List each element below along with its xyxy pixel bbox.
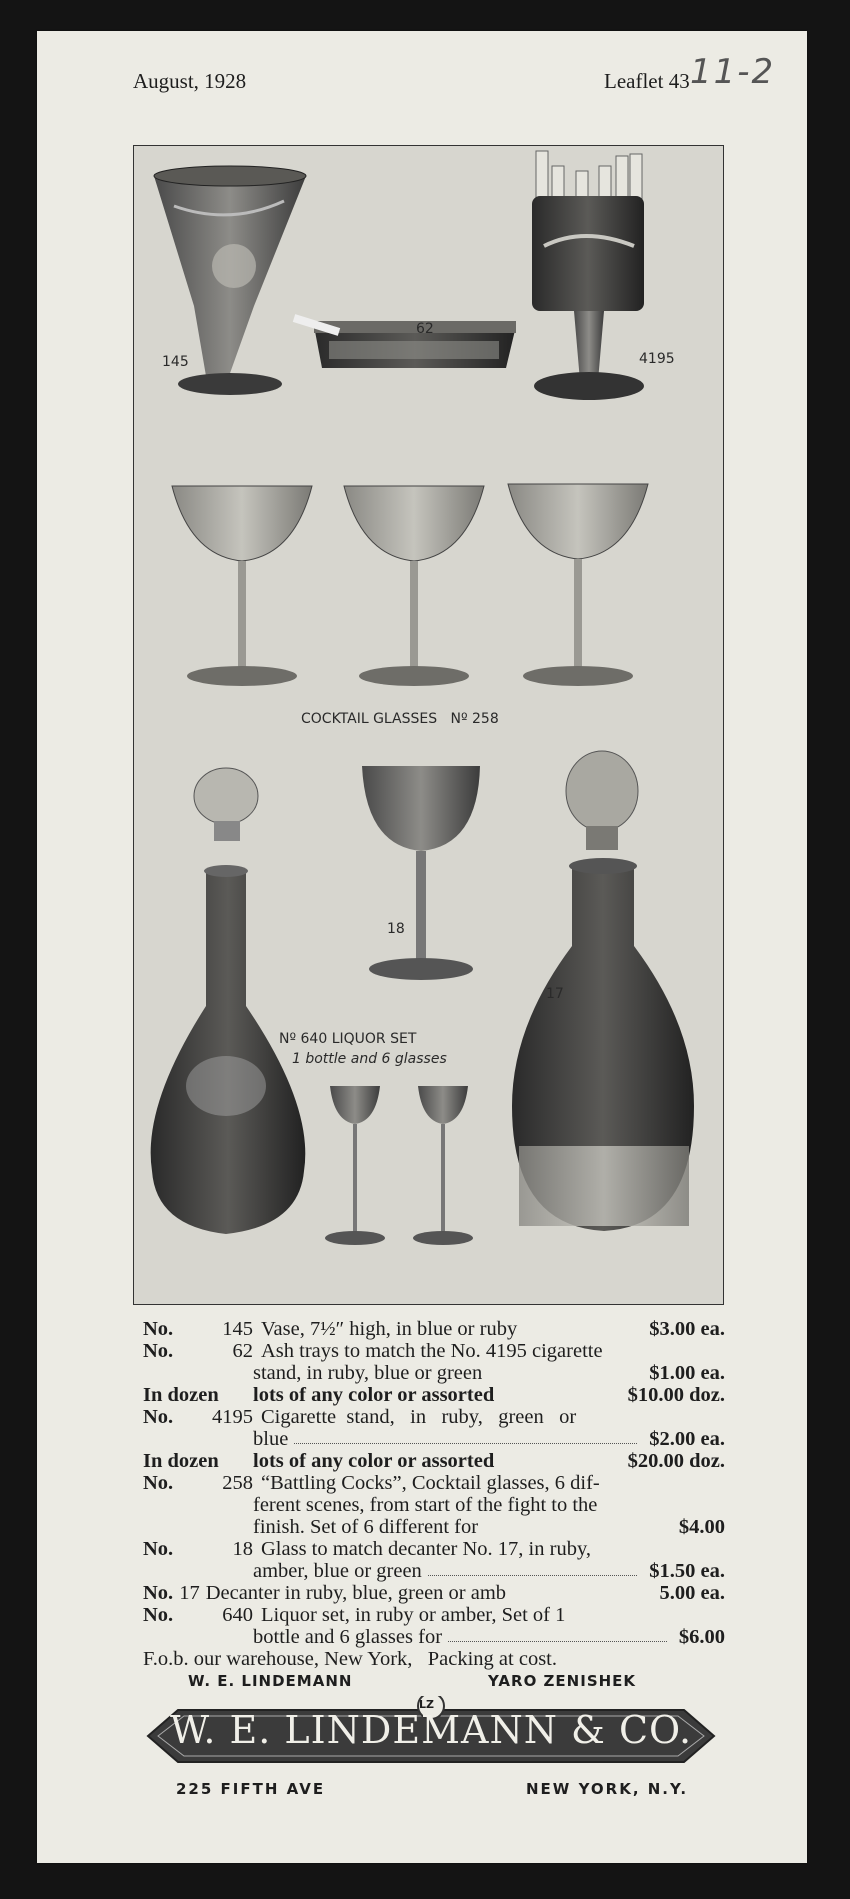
item-price: $6.00 <box>678 1626 725 1648</box>
item-price: $4.00 <box>678 1516 725 1538</box>
address-street: 225 FIFTH AVE <box>176 1780 326 1798</box>
cocktail-glasses-258 <box>172 484 648 686</box>
cocktail-glasses-caption: COCKTAIL GLASSES Nº 258 <box>301 711 499 727</box>
item-description: ferent scenes, from start of the fight to the <box>253 1494 598 1516</box>
item-description: amber, blue or green <box>253 1560 422 1582</box>
company-name: W. E. LINDEMANN & CO. <box>169 1708 693 1752</box>
item-description: Ash trays to match the No. 4195 cigarette <box>261 1340 603 1362</box>
item-description: Vase, 7½″ high, in blue or ruby <box>261 1318 518 1340</box>
item-description: bottle and 6 glasses for <box>253 1626 443 1648</box>
price-list-item: No. 17 Decanter in ruby, blue, green or amb 5.00 ea. <box>143 1582 725 1604</box>
leaflet-date: August, 1928 <box>133 69 247 93</box>
item-price: 5.00 ea. <box>659 1582 725 1604</box>
item-price: $1.00 ea. <box>649 1362 725 1384</box>
item-price: $3.00 ea. <box>649 1318 725 1340</box>
price-list-item: No. 18 Glass to match decanter No. 17, in ruby, <box>143 1538 725 1560</box>
item-price: $10.00 doz. <box>627 1384 725 1406</box>
partner-name-right: YARO ZENISHEK <box>488 1672 637 1690</box>
price-list-item: No. 258 “Battling Cocks”, Cocktail glasses, 6 dif- <box>143 1472 725 1494</box>
label-glass-18: 18 <box>387 921 405 937</box>
item-description: blue <box>253 1428 289 1450</box>
shipping-note: F.o.b. our warehouse, New York, Packing at cost. <box>143 1648 558 1670</box>
liquor-set-subtitle: 1 bottle and 6 glasses <box>292 1051 447 1067</box>
item-description: Liquor set, in ruby or amber, Set of 1 <box>261 1604 566 1626</box>
partner-name-left: W. E. LINDEMANN <box>188 1672 353 1690</box>
item-description: Cigarette stand, in ruby, green or <box>261 1406 577 1428</box>
leaflet-number: Leaflet 43 <box>604 69 690 93</box>
label-ash-tray-62: 62 <box>416 321 434 337</box>
ash-tray-62 <box>294 318 516 368</box>
item-price: $1.50 ea. <box>649 1560 725 1582</box>
label-vase-145: 145 <box>162 354 189 370</box>
product-photograph <box>133 145 724 1305</box>
liquor-set-title: Nº 640 LIQUOR SET <box>279 1031 417 1047</box>
price-list-item: In dozen lots of any color or assorted $20.00 doz. <box>143 1450 725 1472</box>
price-list-item: No. 4195 Cigarette stand, in ruby, green or <box>143 1406 725 1428</box>
address-city: NEW YORK, N.Y. <box>526 1780 689 1798</box>
item-description: stand, in ruby, blue or green <box>253 1362 483 1384</box>
label-decanter-17: 17 <box>546 986 564 1002</box>
item-description: lots of any color or assorted <box>253 1384 495 1406</box>
item-description: Glass to match decanter No. 17, in ruby, <box>261 1538 592 1560</box>
handwritten-note: 11-2 <box>690 52 776 92</box>
item-price: $20.00 doz. <box>627 1450 725 1472</box>
price-list-item: No. 640 Liquor set, in ruby or amber, Set of 1 <box>143 1604 725 1626</box>
item-description: lots of any color or assorted <box>253 1450 495 1472</box>
company-logo <box>136 1672 726 1812</box>
price-list-item: No. 62 Ash trays to match the No. 4195 cigarette <box>143 1340 725 1362</box>
item-price: $2.00 ea. <box>649 1428 725 1450</box>
item-description: finish. Set of 6 different for <box>253 1516 479 1538</box>
item-description: Decanter in ruby, blue, green or amb <box>205 1582 507 1604</box>
price-list <box>143 1318 725 1670</box>
price-list-item: No. 145 Vase, 7½″ high, in blue or ruby $3.00 ea. <box>143 1318 725 1340</box>
label-cigarette-stand-4195: 4195 <box>639 351 675 367</box>
price-list-item: In dozen lots of any color or assorted $10.00 doz. <box>143 1384 725 1406</box>
item-description: “Battling Cocks”, Cocktail glasses, 6 dif- <box>261 1472 600 1494</box>
monogram: LZ <box>419 1698 434 1711</box>
